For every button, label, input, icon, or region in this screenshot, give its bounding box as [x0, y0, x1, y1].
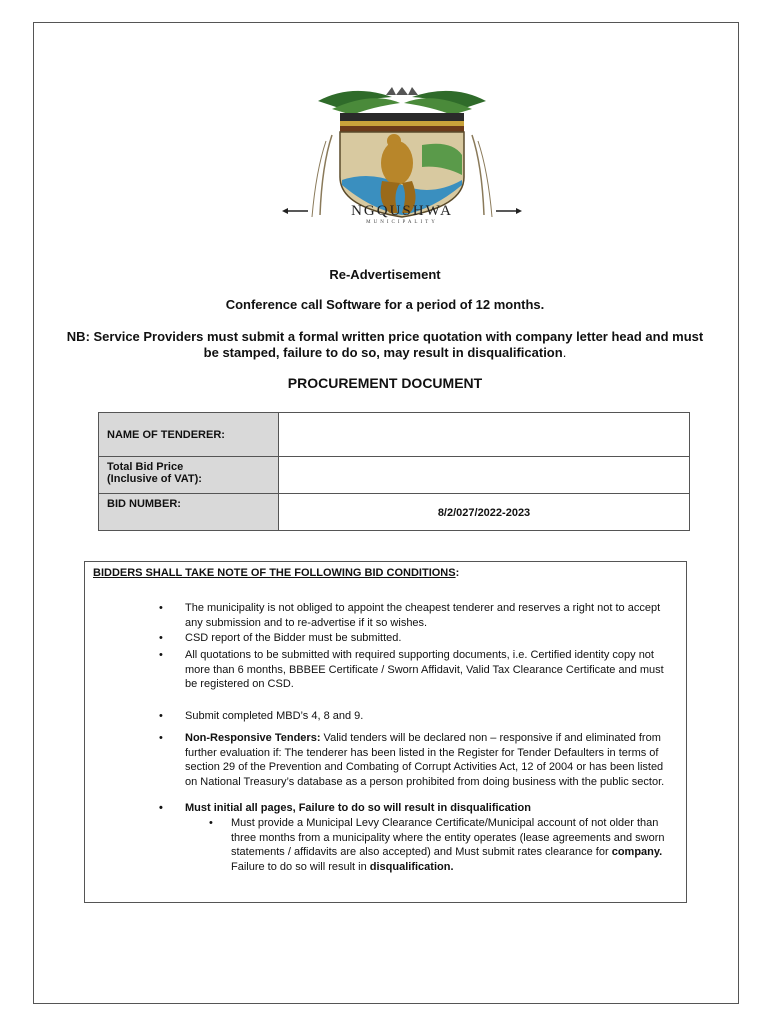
logo-name-text: NGQUSHWA: [351, 203, 453, 219]
list-item: • Submit completed MBD’s 4, 8 and 9.: [185, 709, 675, 724]
table-row: [99, 413, 690, 457]
name-of-tenderer-label: NAME OF TENDERER:: [99, 413, 279, 457]
bid-number-label: BID NUMBER:: [99, 494, 279, 531]
total-bid-price-label: [99, 457, 279, 494]
name-of-tenderer-field[interactable]: [279, 413, 690, 457]
list-item-levy-clearance: [231, 816, 671, 874]
total-bid-price-label-line1: Total Bid Price: [107, 461, 184, 473]
list-item: • The municipality is not obliged to appoint the cheapest tenderer and reserves a right not to accept any submission and to re-advertise if it so wishes.: [185, 601, 675, 630]
non-responsive-heading: Non-Responsive Tenders:: [185, 732, 321, 744]
levy-failure-text: Failure to do so will result in: [231, 860, 370, 873]
municipality-logo: [282, 85, 522, 230]
procurement-document-title: PROCUREMENT DOCUMENT: [287, 375, 483, 391]
re-advertisement-heading: Re-Advertisement: [329, 267, 441, 282]
list-item-initial-pages: • Must initial all pages, Failure to do so will result in disqualification: [185, 801, 675, 816]
levy-disqualification-text: disqualification.: [369, 860, 454, 873]
levy-company-text: company.: [611, 846, 663, 858]
bid-conditions-title-text: BIDDERS SHALL TAKE NOTE OF THE FOLLOWING BID CONDITIONS: [93, 567, 456, 579]
nb-notice: [60, 329, 710, 361]
subject-heading: Conference call Software for a period of 12 months.: [225, 297, 545, 312]
list-item: • All quotations to be submitted with required supporting documents, i.e. Certified identity copy not more than 6 months, BBBEE Certificate / Sworn Affidavit, Valid Tax Clearance Certificate and must be registered on CSD.: [185, 648, 675, 692]
list-item-non-responsive: [185, 731, 675, 789]
non-responsive-text: Valid tenders will be declared non – responsive if and eliminated from further evaluation if: The tenderer has been listed in the Register for Tender Defaulters in terms of section 29 of the Prevention and Combating of Corrupt Activities Act, 12 of 2004 or has been listed on National Treasury’s database as a person prohibited from doing business with the public sector.: [185, 732, 665, 788]
table-row: [99, 457, 690, 494]
bid-conditions-title-colon: :: [455, 567, 460, 579]
table-row: [99, 494, 690, 531]
bid-number-value: 8/2/027/2022-2023: [279, 494, 690, 531]
total-bid-price-label-line2: (Inclusive of VAT):: [107, 473, 202, 485]
nb-notice-text: NB: Service Providers must submit a formal written price quotation with company letter head and must be stamped, failure to do so, may result in disqualification: [66, 329, 704, 360]
total-bid-price-field[interactable]: [279, 457, 690, 494]
bid-conditions-title: [93, 567, 459, 579]
logo-subtitle-text: MUNICIPALITY: [366, 220, 438, 225]
levy-clearance-text: Must provide a Municipal Levy Clearance Certificate/Municipal account of not older than three months from a municipality where the entity operates (lease agreements and sworn statements / affidavits are also accepted) and Must submit rates clearance for: [231, 817, 665, 858]
list-item: • CSD report of the Bidder must be submitted.: [185, 631, 675, 646]
tenderer-details-table: [98, 412, 690, 531]
nb-notice-period: .: [562, 345, 567, 360]
bid-conditions-box: [84, 561, 687, 903]
